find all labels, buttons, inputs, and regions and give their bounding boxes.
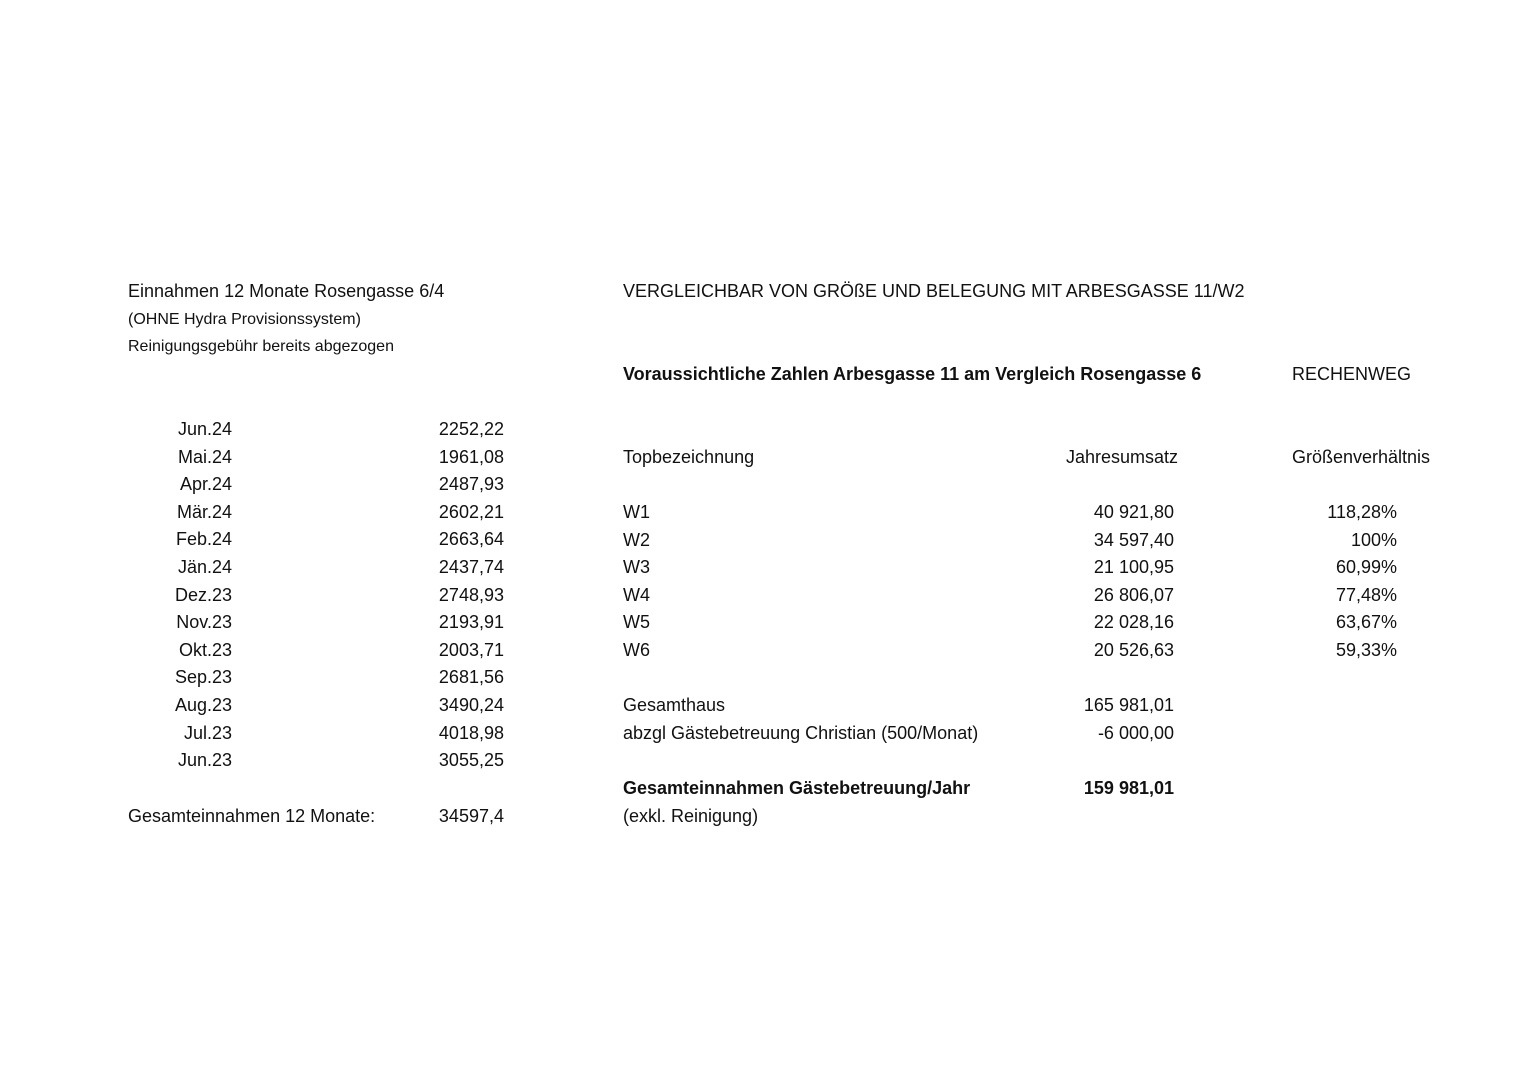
month-label: Aug.23 bbox=[174, 695, 232, 715]
total-guest-care-label: Gesamteinnahmen Gästebetreuung/Jahr bbox=[623, 778, 971, 798]
comparison-header: VERGLEICHBAR VON GRÖßE UND BELEGUNG MIT ARBESGASSE 11/W2 bbox=[623, 281, 1245, 301]
month-amount: 2437,74 bbox=[438, 557, 504, 577]
month-label: Mai.24 bbox=[177, 447, 232, 467]
month-amount: 2003,71 bbox=[438, 640, 504, 660]
unit-jahresumsatz: 22 028,16 bbox=[1093, 612, 1174, 632]
month-label: Jul.23 bbox=[183, 723, 232, 743]
month-label: Jun.24 bbox=[177, 419, 232, 439]
month-amount: 2681,56 bbox=[438, 667, 504, 687]
unit-size-ratio: 100% bbox=[1350, 530, 1397, 550]
abzgl-value: -6 000,00 bbox=[1097, 723, 1174, 743]
month-label: Jän.24 bbox=[177, 557, 232, 577]
month-label: Feb.24 bbox=[175, 529, 232, 549]
month-label: Okt.23 bbox=[178, 640, 232, 660]
unit-name: W3 bbox=[623, 557, 650, 577]
month-amount: 2252,22 bbox=[438, 419, 504, 439]
month-amount: 3055,25 bbox=[438, 750, 504, 770]
abzgl-label: abzgl Gästebetreuung Christian (500/Monat) bbox=[623, 723, 979, 743]
total-note: (exkl. Reinigung) bbox=[623, 806, 759, 826]
month-amount: 2193,91 bbox=[438, 612, 504, 632]
section-title: Voraussichtliche Zahlen Arbesgasse 11 am Vergleich Rosengasse 6 bbox=[623, 364, 1202, 384]
unit-size-ratio: 118,28% bbox=[1327, 502, 1397, 522]
month-amount: 3490,24 bbox=[438, 695, 504, 715]
month-amount: 4018,98 bbox=[438, 723, 504, 743]
unit-size-ratio: 77,48% bbox=[1335, 585, 1397, 605]
month-amount: 2663,64 bbox=[438, 529, 504, 549]
unit-jahresumsatz: 20 526,63 bbox=[1093, 640, 1174, 660]
column-header-jahresumsatz: Jahresumsatz bbox=[1065, 447, 1178, 467]
unit-size-ratio: 60,99% bbox=[1335, 557, 1397, 577]
rechenweg-label: RECHENWEG bbox=[1292, 364, 1412, 384]
month-amount: 2748,93 bbox=[438, 585, 504, 605]
unit-size-ratio: 59,33% bbox=[1335, 640, 1397, 660]
month-label: Nov.23 bbox=[176, 612, 232, 632]
gesamthaus-value: 165 981,01 bbox=[1083, 695, 1174, 715]
unit-name: W5 bbox=[623, 612, 650, 632]
month-label: Sep.23 bbox=[174, 667, 232, 687]
left-subtitle-provision: (OHNE Hydra Provisionssystem) bbox=[128, 311, 361, 328]
left-title: Einnahmen 12 Monate Rosengasse 6/4 bbox=[128, 281, 445, 301]
total-guest-care-value: 159 981,01 bbox=[1083, 778, 1174, 798]
month-amount: 2487,93 bbox=[438, 474, 504, 494]
month-label: Dez.23 bbox=[174, 585, 232, 605]
unit-jahresumsatz: 40 921,80 bbox=[1093, 502, 1174, 522]
unit-name: W4 bbox=[623, 585, 650, 605]
unit-name: W1 bbox=[623, 502, 650, 522]
unit-jahresumsatz: 26 806,07 bbox=[1093, 585, 1174, 605]
month-amount: 2602,21 bbox=[438, 502, 504, 522]
unit-name: W2 bbox=[623, 530, 650, 550]
month-amount: 1961,08 bbox=[438, 447, 504, 467]
column-header-groessenverhaeltnis: Größenverhältnis bbox=[1292, 447, 1431, 467]
unit-name: W6 bbox=[623, 640, 650, 660]
left-total-value: 34597,4 bbox=[438, 806, 504, 826]
unit-jahresumsatz: 34 597,40 bbox=[1093, 530, 1174, 550]
left-total-label: Gesamteinnahmen 12 Monate: bbox=[128, 806, 376, 826]
month-label: Mär.24 bbox=[176, 502, 232, 522]
month-label: Jun.23 bbox=[177, 750, 232, 770]
column-header-topbezeichnung: Topbezeichnung bbox=[623, 447, 755, 467]
unit-size-ratio: 63,67% bbox=[1335, 612, 1397, 632]
gesamthaus-label: Gesamthaus bbox=[623, 695, 726, 715]
left-subtitle-cleaning: Reinigungsgebühr bereits abgezogen bbox=[128, 338, 394, 355]
month-label: Apr.24 bbox=[179, 474, 232, 494]
unit-jahresumsatz: 21 100,95 bbox=[1093, 557, 1174, 577]
